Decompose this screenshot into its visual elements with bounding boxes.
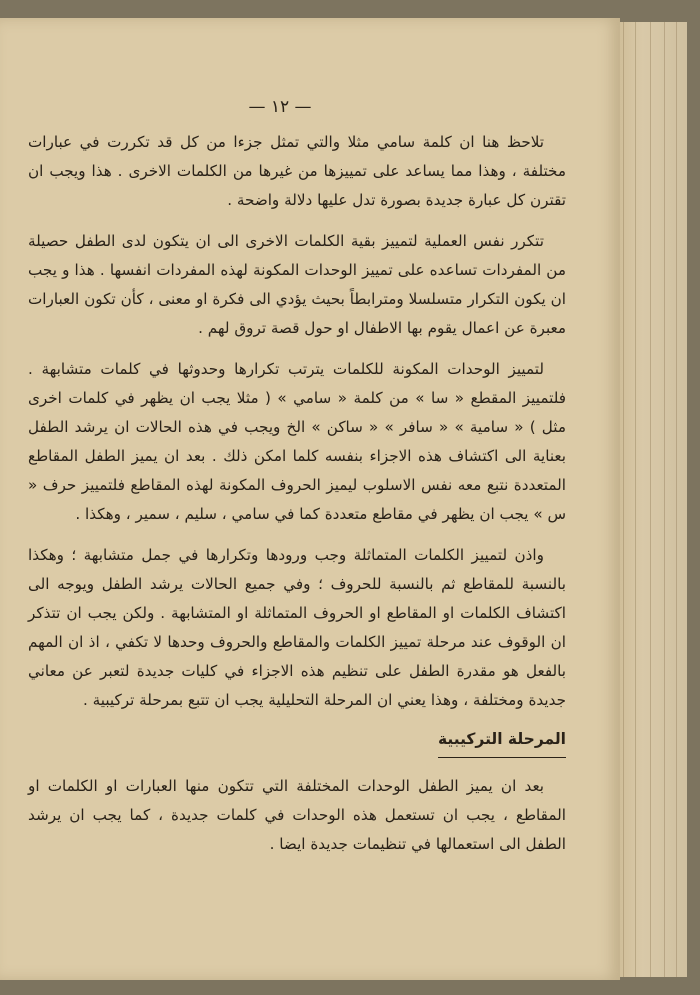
paragraph-4: واذن لتمييز الكلمات المتماثلة وجب ورودها وتكرارها في جمل متشابهة ؛ وهكذا بالنسبة للمقاطع ثم بالنسبة للحروف ؛ وفي جميع الحالات يرشد الطفل ويوجه الى اكتشاف الكلمات او المقاطع او الحروف المتماثلة او المتشابهة . ولكن يجب ان تتذكر ان الوقوف عند مرحلة تمييز الكلمات والمقاطع والحروف وحدها لا تكفي ، اذ ان المهم بالفعل هو مقدرة الطفل على تنظيم هذه الاجزاء في كليات جديدة لتعبر عن معاني جديدة ومختلفة ، وهذا يعني ان المرحلة التحليلية يجب ان تتبع بمرحلة تركيبية . [28,546,566,709]
page-body [28,128,566,859]
page-stack-edge [612,22,687,977]
section-heading-wrap [28,719,566,758]
section-heading: المرحلة التركيبية [438,725,566,758]
paragraph-3: لتمييز الوحدات المكونة للكلمات يترتب تكرارها وحدوثها في كلمات متشابهة . فلتمييز المقطع « سا » من كلمة « سامي » ( مثلا يجب ان يظهر في كلمات اخرى مثل ) « سامية » « سافر » « ساكن » الخ ويجب في هذه الحالات ان يرشد الطفل بعناية الى اكتشاف هذه الاجزاء بنفسه كلما امكن ذلك . بعد ان يميز الطفل المقاطع المتعددة نتبع معه نفس الاسلوب ليميز الحروف المكونة لهذه المقاطع فلتمييز حرف « س » يجب ان يظهر في مقاطع متعددة كما في سامي ، سليم ، سمير ، وهكذا . [28,360,566,523]
paragraph-2: تتكرر نفس العملية لتمييز بقية الكلمات الاخرى الى ان يتكون لدى الطفل حصيلة من المفردات تساعده على تمييز الوحدات المكونة لهذه المفردات انفسها . هذا و يجب ان يكون التكرار متسلسلا ومترابطاً بحيث يؤدي الى فكرة او معنى ، كأن تكون العبارات معبرة عن اعمال يقوم بها الاطفال او حول قصة تروق لهم . [28,232,566,337]
closing-paragraph: بعد ان يميز الطفل الوحدات المختلفة التي تتكون منها العبارات او الكلمات او المقاطع ، يجب ان تستعمل هذه الوحدات في كلمات جديدة ، كما يجب ان يرشد الطفل الى استعمالها في تنظيمات جديدة ايضا . [28,777,566,853]
page-number: — ١٢ — [248,97,312,117]
paragraph-1: تلاحظ هنا ان كلمة سامي مثلا والتي تمثل جزءا من كل قد تكررت في عبارات مختلفة ، وهذا مما يساعد على تمييزها من غيرها من الكلمات الاخرى . هذا ويجب ان تقترن كل عبارة جديدة بصورة تدل عليها دلالة واضحة . [28,133,566,209]
